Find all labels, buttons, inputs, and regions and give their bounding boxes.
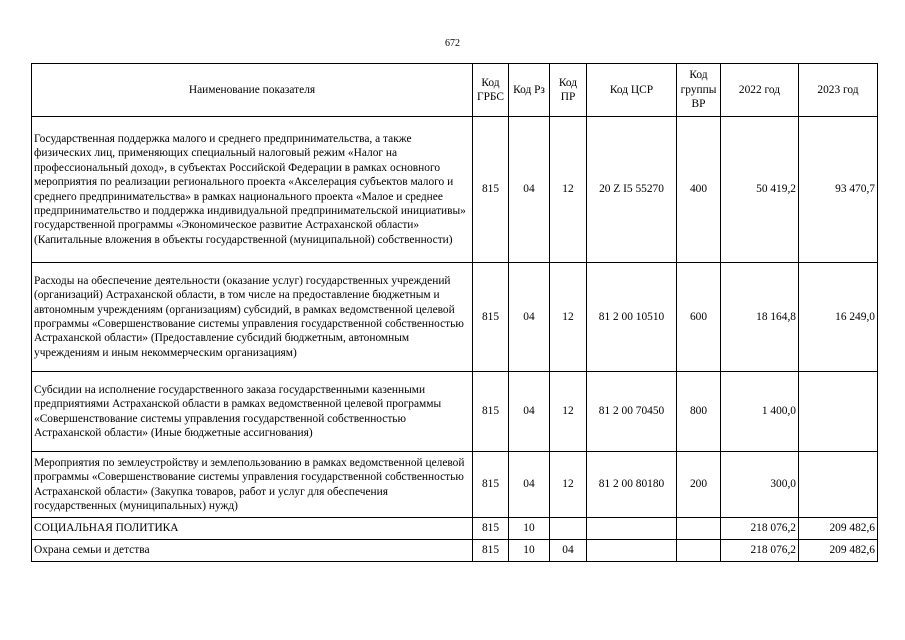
cell-rz: 04 [509, 372, 550, 452]
cell-year-2023: 209 482,6 [799, 518, 878, 540]
table-row [32, 117, 878, 263]
cell-pr: 12 [550, 263, 587, 372]
cell-year-2022: 50 419,2 [721, 117, 799, 263]
cell-pr: 12 [550, 452, 587, 518]
cell-year-2023 [799, 452, 878, 518]
cell-rz: 04 [509, 263, 550, 372]
cell-rz: 10 [509, 540, 550, 562]
cell-year-2023: 209 482,6 [799, 540, 878, 562]
cell-year-2023 [799, 372, 878, 452]
cell-vr [677, 518, 721, 540]
cell-grbs: 815 [473, 117, 509, 263]
header-name: Наименование показателя [32, 64, 473, 117]
cell-csr: 81 2 00 80180 [587, 452, 677, 518]
cell-year-2022: 18 164,8 [721, 263, 799, 372]
cell-grbs: 815 [473, 540, 509, 562]
cell-name: СОЦИАЛЬНАЯ ПОЛИТИКА [32, 518, 473, 540]
cell-pr: 04 [550, 540, 587, 562]
cell-vr: 200 [677, 452, 721, 518]
header-vr: Код группы ВР [677, 64, 721, 117]
cell-pr [550, 518, 587, 540]
header-grbs: Код ГРБС [473, 64, 509, 117]
cell-rz: 10 [509, 518, 550, 540]
cell-pr: 12 [550, 372, 587, 452]
cell-year-2022: 1 400,0 [721, 372, 799, 452]
cell-name: Государственная поддержка малого и среднего предпринимательства, а также физических лиц, применяющих специальный налоговый режим «Налог на профессиональный доход», в субъектах Российской Федерации в рамках основного мероприятия по реализации регионального проекта «Акселерация субъектов малого и среднего предпринимательства» в рамках национального проекта «Малое и среднее предпринимательство и поддержка индивидуальной предпринимательской инициативы» государственной программы «Экономическое развитие Астраханской области» (Капитальные вложения в объекты государственной (муниципальной) собственности) [32, 117, 473, 263]
cell-grbs: 815 [473, 452, 509, 518]
page-number: 672 [445, 38, 460, 49]
table-row [32, 263, 878, 372]
cell-name: Мероприятия по землеустройству и землепользованию в рамках ведомственной целевой программы «Совершенствование системы управления государственной собственностью Астраханской области» (Закупка товаров, работ и услуг для обеспечения государственных (муниципальных) нужд) [32, 452, 473, 518]
header-year-2023: 2023 год [799, 64, 878, 117]
header-year-2022: 2022 год [721, 64, 799, 117]
cell-name: Субсидии на исполнение государственного заказа государственными казенными предприятиями Астраханской области в рамках ведомственной целевой программы «Совершенствование системы управления государственной собственностью Астраханской области» (Иные бюджетные ассигнования) [32, 372, 473, 452]
cell-year-2022: 218 076,2 [721, 540, 799, 562]
cell-csr [587, 540, 677, 562]
cell-year-2022: 218 076,2 [721, 518, 799, 540]
table-header-row [32, 64, 878, 117]
cell-rz: 04 [509, 117, 550, 263]
table-row [32, 372, 878, 452]
budget-table [31, 63, 878, 562]
cell-vr: 600 [677, 263, 721, 372]
table-row [32, 518, 878, 540]
cell-csr: 20 Z I5 55270 [587, 117, 677, 263]
cell-year-2022: 300,0 [721, 452, 799, 518]
cell-pr: 12 [550, 117, 587, 263]
cell-csr: 81 2 00 70450 [587, 372, 677, 452]
cell-csr [587, 518, 677, 540]
table-row [32, 540, 878, 562]
cell-name: Охрана семьи и детства [32, 540, 473, 562]
header-rz: Код Рз [509, 64, 550, 117]
header-pr: Код ПР [550, 64, 587, 117]
cell-grbs: 815 [473, 518, 509, 540]
table-row [32, 452, 878, 518]
cell-grbs: 815 [473, 263, 509, 372]
cell-year-2023: 16 249,0 [799, 263, 878, 372]
cell-grbs: 815 [473, 372, 509, 452]
cell-vr: 400 [677, 117, 721, 263]
cell-rz: 04 [509, 452, 550, 518]
cell-csr: 81 2 00 10510 [587, 263, 677, 372]
cell-vr: 800 [677, 372, 721, 452]
cell-vr [677, 540, 721, 562]
cell-year-2023: 93 470,7 [799, 117, 878, 263]
cell-name: Расходы на обеспечение деятельности (оказание услуг) государственных учреждений (организаций) Астраханской области, в том числе на предоставление бюджетным и автономным учреждениям (организациям) субсидий, в рамках ведомственной целевой программы «Совершенствование системы управления государственной собственностью Астраханской области» (Предоставление субсидий бюджетным, автономным учреждениям и иным некоммерческим организациям) [32, 263, 473, 372]
header-csr: Код ЦСР [587, 64, 677, 117]
